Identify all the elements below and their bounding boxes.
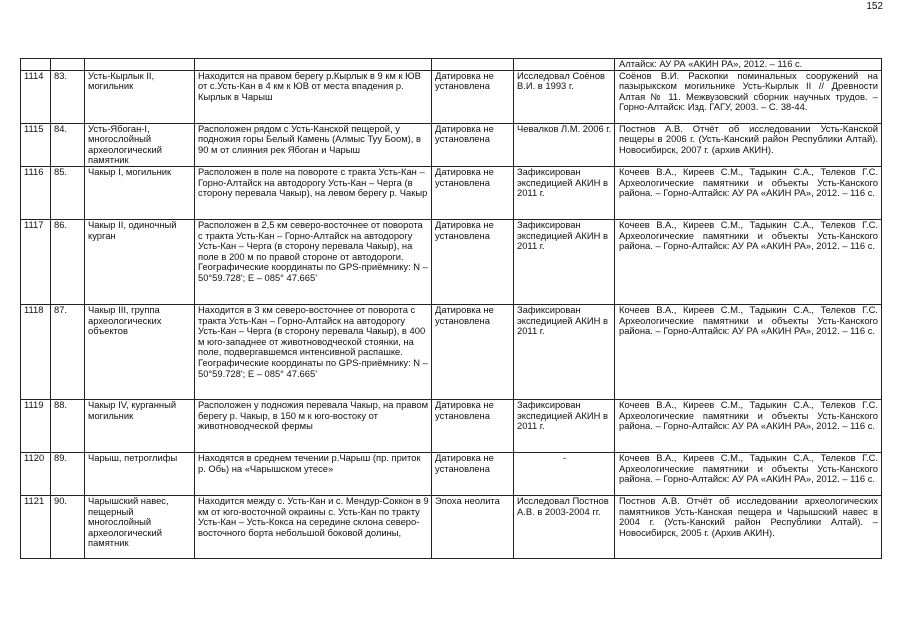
table-row [21,123,882,166]
monument-name-cell: Чакыр I, могильник [85,166,195,219]
monument-name-cell: Чарыш, петроглифы [85,452,195,495]
dating-cell: Эпоха неолита [432,495,514,558]
location-cell: Расположен в 2,5 км северо-восточнее от поворота с тракта Усть-Кан – Горно-Алтайск на автодорогу Усть-Кан – Черга (в сторону перевала Чакыр), на поле в 200 м по правой стороне от автодороги. Географические координаты по GPS-приёмнику: N – 50°59.728'; E – 085° 47.665' [195,219,432,304]
table-row [21,70,882,123]
study-cell: Зафиксирован экспедицией АКИН в 2011 г. [514,219,615,304]
source-cell: Кочеев В.А., Киреев С.М., Тадыкин С.А., Телеков Г.С. Археологические памятники и объекты Усть-Канского района. – Горно-Алтайск: АУ РА «АКИН РА», 2012. – 116 с. [615,304,882,399]
monument-name-cell: Усть-Кырлык II, могильник [85,70,195,123]
table-row [21,166,882,219]
location-cell: Расположен у подножия перевала Чакыр, на правом берегу р. Чакыр, в 150 м к юго-востоку от животноводческой фермы [195,399,432,452]
item-number-cell: 86. [51,219,85,304]
study-cell: Зафиксирован экспедицией АКИН в 2011 г. [514,304,615,399]
dating-cell: Датировка не установлена [432,452,514,495]
page-number: 152 [866,1,883,12]
monument-name-cell: Чакыр II, одиночный курган [85,219,195,304]
dating-cell [432,59,514,71]
study-cell: - [514,452,615,495]
study-cell: Исследовал Постнов А.В. в 2003-2004 гг. [514,495,615,558]
item-number-cell [51,59,85,71]
monument-name-cell: Чарышский навес, пещерный многослойный археологический памятник [85,495,195,558]
study-cell: Зафиксирован экспедицией АКИН в 2011 г. [514,166,615,219]
item-number-cell: 85. [51,166,85,219]
item-number-cell: 83. [51,70,85,123]
dating-cell: Датировка не установлена [432,399,514,452]
source-cell: Постнов А.В. Отчёт об исследовании археологических памятников Усть-Канская пещера и Чарышский навес в 2004 г. (Усть-Канский район Республики Алтай). – Новосибирск, 2005 г. (Архив АКИН). [615,495,882,558]
dating-cell: Датировка не установлена [432,219,514,304]
table-row [21,452,882,495]
table-row [21,219,882,304]
table-row [21,304,882,399]
source-cell: Кочеев В.А., Киреев С.М., Тадыкин С.А., Телеков Г.С. Археологические памятники и объекты Усть-Канского района. – Горно-Алтайск: АУ РА «АКИН РА», 2012. – 116 с. [615,219,882,304]
monument-name-cell: Чакыр IV, курганный могильник [85,399,195,452]
row-number-cell: 1116 [21,166,51,219]
dating-cell: Датировка не установлена [432,304,514,399]
source-cell: Постнов А.В. Отчёт об исследовании Усть-Канской пещеры в 2006 г. (Усть-Канский район Республики Алтай). Новосибирск, 2007 г. (архив АКИН). [615,123,882,166]
row-number-cell: 1121 [21,495,51,558]
row-number-cell [21,59,51,71]
study-cell: Исследовал Соёнов В.И. в 1993 г. [514,70,615,123]
dating-cell: Датировка не установлена [432,166,514,219]
source-cell: Алтайск: АУ РА «АКИН РА», 2012. – 116 с. [615,59,882,71]
location-cell: Расположен в поле на повороте с тракта Усть-Кан – Горно-Алтайск на автодорогу Усть-Кан – Черга (в сторону перевала Чакыр), на левом берегу р. Чакыр [195,166,432,219]
location-cell: Находится в 3 км северо-восточнее от поворота с тракта Усть-Кан – Горно-Алтайск на автодорогу Усть-Кан – Черга (в сторону перевала Чакыр), в 400 м юго-западнее от животноводческой стоянки, на поле, подвергавшемся интенсивной распашке. Географические координаты по GPS-приёмнику: N – 50°59.728'; E – 085° 47.665' [195,304,432,399]
item-number-cell: 87. [51,304,85,399]
row-number-cell: 1115 [21,123,51,166]
location-cell: Находится между с. Усть-Кан и с. Мендур-Соккон в 9 км от юго-восточной окраины с. Усть-Кан по тракту Усть-Кан – Усть-Кокса на середине склона северо-восточного борта небольшой боковой долины, [195,495,432,558]
study-cell [514,59,615,71]
table-row [21,399,882,452]
source-cell: Кочеев В.А., Киреев С.М., Тадыкин С.А., Телеков Г.С. Археологические памятники и объекты Усть-Канского района. – Горно-Алтайск: АУ РА «АКИН РА», 2012. – 116 с. [615,399,882,452]
monument-name-cell: Усть-Ябоган-I, многослойный археологический памятник [85,123,195,166]
source-cell: Кочеев В.А., Киреев С.М., Тадыкин С.А., Телеков Г.С. Археологические памятники и объекты Усть-Канского района. – Горно-Алтайск: АУ РА «АКИН РА», 2012. – 116 с. [615,166,882,219]
dating-cell: Датировка не установлена [432,70,514,123]
row-number-cell: 1118 [21,304,51,399]
source-cell: Кочеев В.А., Киреев С.М., Тадыкин С.А., Телеков Г.С. Археологические памятники и объекты Усть-Канского района. – Горно-Алтайск: АУ РА «АКИН РА», 2012. – 116 с. [615,452,882,495]
dating-cell: Датировка не установлена [432,123,514,166]
location-cell [195,59,432,71]
item-number-cell: 89. [51,452,85,495]
location-cell: Находится на правом берегу р.Кырлык в 9 км к ЮВ от с.Усть-Кан в 4 км к ЮВ от места впадения р. Кырлык в Чарыш [195,70,432,123]
monuments-registry-table [20,58,882,559]
source-cell: Соёнов В.И. Раскопки поминальных сооружений на пазырыкском могильнике Усть-Кырлык II // Древности Алтая № 11. Межвузовский сборник научных трудов. – Горно-Алтайск: Изд. ГАГУ, 2003. – С. 38-44. [615,70,882,123]
location-cell: Расположен рядом с Усть-Канской пещерой, у подножия горы Белый Камень (Алмыс Туу Боом), в 90 м от слияния рек Ябоган и Чарыш [195,123,432,166]
monument-name-cell: Чакыр III, группа археологических объектов [85,304,195,399]
location-cell: Находятся в среднем течении р.Чарыш (пр. приток р. Обь) на «Чарышском утесе» [195,452,432,495]
row-number-cell: 1117 [21,219,51,304]
study-cell: Чевалков Л.М. 2006 г. [514,123,615,166]
table-row [21,495,882,558]
row-number-cell: 1114 [21,70,51,123]
item-number-cell: 88. [51,399,85,452]
item-number-cell: 90. [51,495,85,558]
row-number-cell: 1120 [21,452,51,495]
study-cell: Зафиксирован экспедицией АКИН в 2011 г. [514,399,615,452]
monument-name-cell [85,59,195,71]
row-number-cell: 1119 [21,399,51,452]
item-number-cell: 84. [51,123,85,166]
table-row [21,59,882,71]
